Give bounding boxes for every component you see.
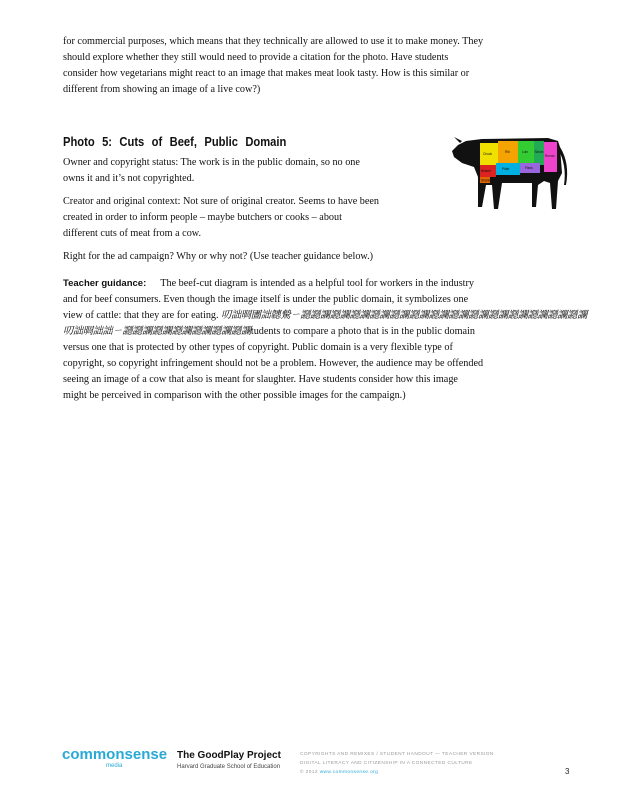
owner-line: Owner and copyright status: The work is in the public domain, so no one	[63, 157, 360, 168]
cow-horn	[454, 137, 462, 143]
owner-line: owns it and it’s not copyrighted.	[63, 173, 195, 184]
section-heading: Photo 5: Cuts of Beef, Public Domain	[63, 134, 287, 149]
beef-cuts-diagram	[452, 133, 572, 213]
footer-copy-line: COPYRIGHTS AND REMIXES / STUDENT HANDOUT — TEACHER VERSION	[300, 752, 494, 757]
copyright-year: © 2012	[300, 770, 318, 775]
guidance-line: might be perceived in comparison with the other possible images for the campaign.)	[63, 390, 406, 401]
campaign-question	[63, 249, 543, 265]
guidance-label: Teacher guidance:	[63, 278, 147, 289]
guidance-line	[63, 276, 543, 292]
commonsense-media-text: media	[106, 763, 123, 769]
commonsense-link[interactable]: www.commonsense.org	[319, 770, 379, 775]
cut-label: Chuck	[483, 152, 493, 156]
cut-label: Shank	[481, 178, 491, 183]
goodplay-title: The GoodPlay Project	[177, 750, 281, 761]
garbled-text: 叨詘晭詘詘ㄧ讔讔讕讔讕讔讕讔讕讔讕讔讕	[63, 326, 251, 337]
guidance-line: seeing an image of a cow that also is meant for slaughter. Have students consider how this image	[63, 374, 458, 385]
cut-label: Plate	[502, 167, 510, 171]
guidance-line: versus one that is protected by other types of copyright. Public domain is a very flexible type of	[63, 342, 453, 353]
creator-line: created in order to inform people – maybe butchers or cooks – about	[63, 212, 342, 223]
cut-label: Round	[545, 154, 555, 158]
intro-line: different from showing an image of a live cow?)	[63, 84, 261, 95]
intro-line: consider how vegetarians might react to an image that makes meat look tasty. How is this similar or	[63, 68, 470, 79]
guidance-text: view of cattle: that they are for eating.	[63, 310, 219, 321]
campaign-line: Right for the ad campaign? Why or why not? (Use teacher guidance below.)	[63, 251, 374, 262]
cut-label: Rib	[505, 150, 510, 154]
cut-label: Brisket	[481, 169, 491, 173]
creator-line: Creator and original context: Not sure of original creator. Seems to have been	[63, 196, 379, 207]
intro-line: should explore whether they still would need to provide a citation for the photo. Have students	[63, 52, 449, 63]
garbled-text: 叨詘晭圕詘韢驇ㄧ讔讔讕讔讕讔讕讔讕讔讕讔讕讔讕讔讕讔讕讔讕讔讕讔讕讔讕讔讕	[221, 310, 587, 321]
guidance-text: The beef-cut diagram is intended as a helpful tool for workers in the industry	[160, 278, 474, 289]
intro-paragraph	[63, 34, 543, 98]
footer-copy-line	[300, 770, 530, 775]
creator-line: different cuts of meat from a cow.	[63, 228, 202, 239]
goodplay-subtitle: Harvard Graduate School of Education	[177, 764, 281, 770]
commonsense-logo	[62, 746, 168, 769]
cut-label: Flank	[525, 166, 533, 170]
page-number: 3	[565, 767, 570, 776]
footer-copy-line: DIGITAL LITERACY AND CITIZENSHIP IN A CONNECTED CULTURE	[300, 761, 473, 766]
teacher-guidance	[63, 276, 587, 404]
cut-label: Loin	[522, 150, 529, 154]
cut-label: Sirloin	[534, 150, 544, 154]
intro-line: for commercial purposes, which means that they technically are allowed to use it to make money. They	[63, 36, 484, 47]
guidance-line: copyright, so copyright infringement should not be a problem. However, the audience may be offended	[63, 358, 484, 369]
guidance-line	[63, 308, 587, 324]
guidance-text: tudents to compare a photo that is in the public domain	[250, 326, 475, 337]
guidance-line	[63, 324, 543, 340]
commonsense-logo-text: commonsense	[62, 746, 168, 763]
guidance-line: and for beef consumers. Even though the image itself is under the public domain, it symbolizes one	[63, 294, 469, 305]
